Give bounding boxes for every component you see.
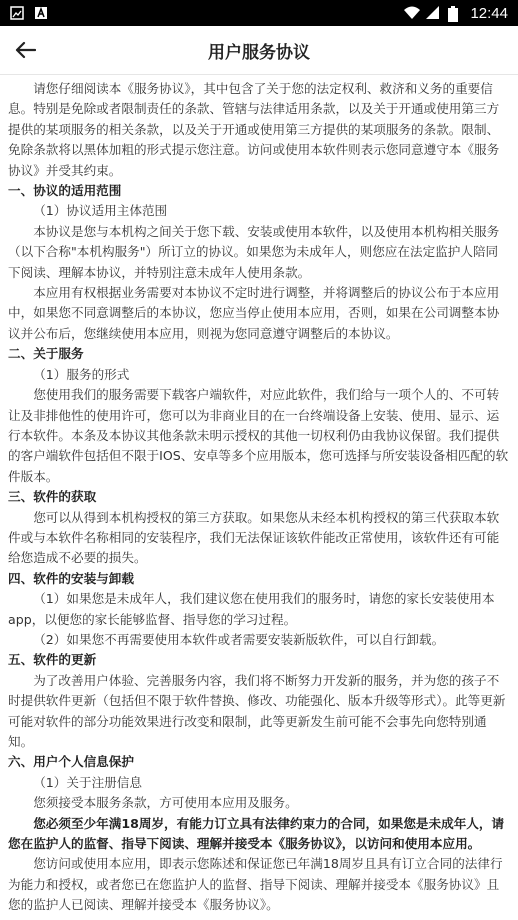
intro-paragraph: 请您仔细阅读本《服务协议》，其中包含了关于您的法定权利、救济和义务的重要信息。特别是免除或者限制责任的条款、管辖与法律适用条款，以及关于开通或使用第三方提供的某项服务的相关条款，以及关于开通或使用第三方提供的某项服务的条款。限制、免除条款将以黑体加粗的形式提示您注意。访问或使用本软件则表示您同意遵守本《服务协议》并受其约束。 xyxy=(8,81,500,178)
wifi-icon xyxy=(404,6,418,20)
signal-icon xyxy=(426,6,440,20)
section-6-paragraph-1: 您须接受本服务条款，方可使用本应用及服务。 xyxy=(33,795,298,811)
section-4-paragraph-1: （1）如果您是未成年人，我们建议您在使用我们的服务时，请您的家长安装使用本app，以便您的家长能够监督、指导您的学习过程。 xyxy=(8,591,495,627)
section-1-subheading: （1）协议适用主体范围 xyxy=(33,203,168,219)
section-6-subheading: （1）关于注册信息 xyxy=(33,774,142,790)
section-4-heading: 四、软件的安装与卸载 xyxy=(8,570,134,586)
page-title: 用户服务协议 xyxy=(208,42,310,63)
app-notification-icon xyxy=(34,6,48,20)
section-2-paragraph-1: 您使用我们的服务需要下载客户端软件，对应此软件，我们给与一项个人的、不可转让及非排他性的使用许可，您可以为非商业目的在一台终端设备上安装、使用、显示、运行本软件。本条及本协议其他条款未明示授权的其他一切权利仍由我协议保留。我们提供的客户端软件包括但不限于IOS、安卓等多个应用版本，您可选择与所安装设备相匹配的软件版本。 xyxy=(8,387,509,484)
app-bar xyxy=(0,26,518,75)
section-2-subheading: （1）服务的形式 xyxy=(33,366,130,382)
section-4-paragraph-2: （2）如果您不再需要使用本软件或者需要安装新版软件，可以自行卸载。 xyxy=(33,631,445,647)
section-2-heading: 二、关于服务 xyxy=(8,346,84,362)
section-1-paragraph-1: 本协议是您与本机构之间关于您下载、安装或使用本软件，以及使用本机构相关服务（以下合称"本机构服务"）所订立的协议。如果您为未成年人，则您应在法定监护人陪同下阅读、理解本协议，并特别注意未成年人使用条款。 xyxy=(8,223,500,280)
section-3-heading: 三、软件的获取 xyxy=(8,489,97,505)
section-6-bold-paragraph: 您必须至少年满18周岁，有能力订立具有法律约束力的合同，如果您是未成年人，请您在监护人的监督、指导下阅读、理解并接受本《服务协议》，以访问和使用本应用。 xyxy=(8,815,505,852)
status-time: 12:44 xyxy=(470,4,508,22)
status-bar xyxy=(0,0,518,26)
section-1-heading: 一、协议的适用范围 xyxy=(8,183,122,199)
section-3-paragraph-1: 您可以从得到本机构授权的第三方获取。如果您从未经本机构授权的第三代获取本软件或与本软件名称相同的安装程序，我们无法保证该软件能改正常使用，该软件还有可能给您造成不必要的损失。 xyxy=(8,509,500,566)
section-5-paragraph-1: 为了改善用户体验、完善服务内容，我们将不断努力开发新的服务，并为您的孩子不时提供软件更新（包括但不限于软件替换、修改、功能强化、版本升级等形式）。此等更新可能对软件的部分功能效果进行改变和限制，此等更新发生前可能不会事先向您特别通知。 xyxy=(8,672,506,749)
arrow-left-icon xyxy=(14,41,36,59)
agreement-content xyxy=(0,75,518,916)
back-button[interactable] xyxy=(10,35,40,65)
image-notification-icon xyxy=(10,6,24,20)
section-6-heading: 六、用户个人信息保护 xyxy=(8,754,134,770)
section-1-paragraph-2: 本应用有权根据业务需要对本协议不定时进行调整，并将调整后的协议公布于本应用中，如果您不同意调整后的本协议，您应当停止使用本应用，否则，如果在公司调整本协议并公布后，您继续使用本应用，则视为您同意遵守调整后的本协议。 xyxy=(8,285,500,341)
section-5-heading: 五、软件的更新 xyxy=(8,652,97,668)
battery-icon xyxy=(448,6,462,20)
section-6-paragraph-2: 您访问或使用本应用，即表示您陈述和保证您已年满18周岁且具有订立合同的法律行为能力和授权，或者您已在您监护人的监督、指导下阅读、理解并接受本《服务协议》且您的监护人已阅读、理解并接受本《服务协议》。 xyxy=(8,856,503,913)
